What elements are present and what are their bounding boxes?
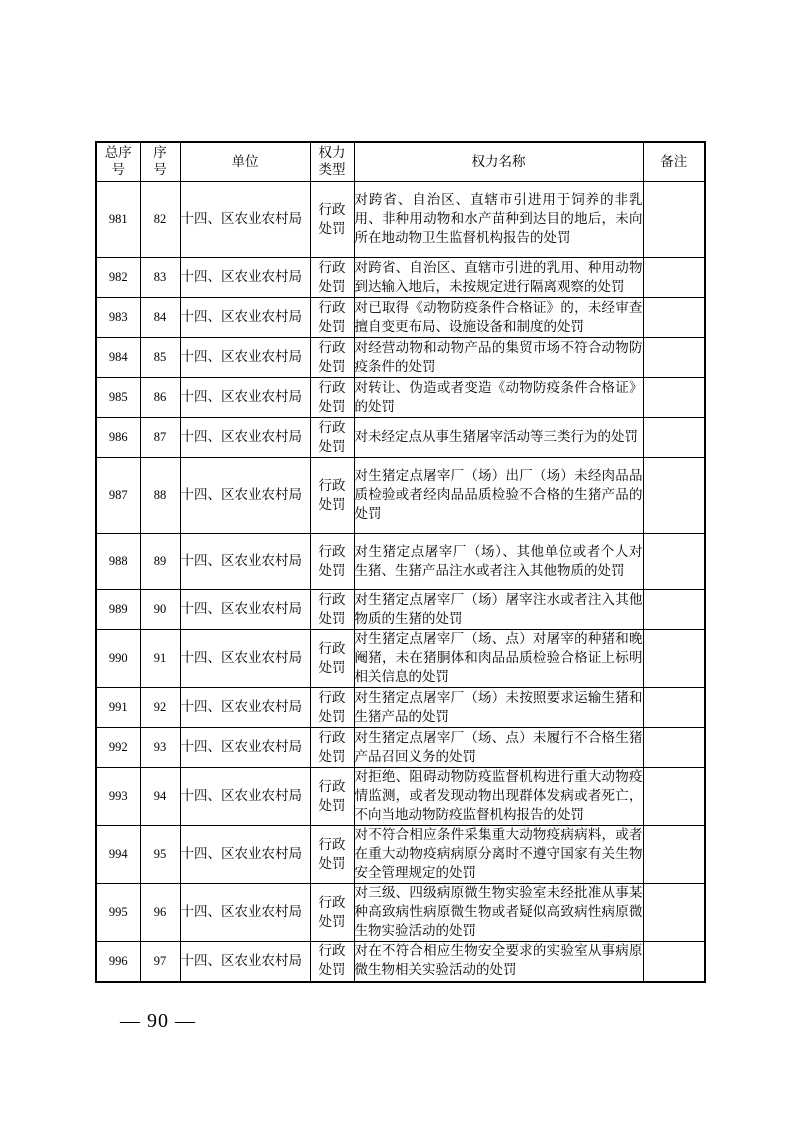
unit-cell: 十四、区农业农村局 bbox=[180, 590, 310, 630]
power-name-cell: 对跨省、自治区、直辖市引进用于饲养的非乳用、非种用动物和水产苗种到达目的地后，未向所在地动物卫生监督机构报告的处罚 bbox=[354, 182, 643, 258]
remark-cell bbox=[643, 458, 705, 534]
total-no-cell: 986 bbox=[96, 418, 140, 458]
power-type-cell: 行政处罚 bbox=[310, 728, 354, 768]
power-type-cell: 行政处罚 bbox=[310, 630, 354, 688]
seq-no-cell: 93 bbox=[140, 728, 180, 768]
table-row bbox=[96, 418, 705, 458]
remark-cell bbox=[643, 182, 705, 258]
remark-cell bbox=[643, 298, 705, 338]
seq-no-cell: 90 bbox=[140, 590, 180, 630]
power-type-cell: 行政处罚 bbox=[310, 688, 354, 728]
remark-cell bbox=[643, 768, 705, 826]
power-name-cell: 对转让、伪造或者变造《动物防疫条件合格证》的处罚 bbox=[354, 378, 643, 418]
power-name-cell: 对生猪定点屠宰厂（场）、其他单位或者个人对生猪、生猪产品注水或者注入其他物质的处罚 bbox=[354, 534, 643, 590]
total-no-cell: 991 bbox=[96, 688, 140, 728]
table-row bbox=[96, 688, 705, 728]
power-type-cell: 行政处罚 bbox=[310, 338, 354, 378]
unit-cell: 十四、区农业农村局 bbox=[180, 768, 310, 826]
table-row bbox=[96, 338, 705, 378]
total-no-cell: 985 bbox=[96, 378, 140, 418]
seq-no-cell: 85 bbox=[140, 338, 180, 378]
unit-cell: 十四、区农业农村局 bbox=[180, 534, 310, 590]
seq-no-cell: 95 bbox=[140, 826, 180, 884]
table-row bbox=[96, 458, 705, 534]
power-name-cell: 对三级、四级病原微生物实验室未经批准从事某种高致病性病原微生物或者疑似高致病性病原微生物实验活动的处罚 bbox=[354, 884, 643, 942]
power-name-cell: 对未经定点从事生猪屠宰活动等三类行为的处罚 bbox=[354, 418, 643, 458]
seq-no-cell: 86 bbox=[140, 378, 180, 418]
unit-cell: 十四、区农业农村局 bbox=[180, 378, 310, 418]
header-total-no: 总序号 bbox=[96, 142, 140, 182]
table-row bbox=[96, 378, 705, 418]
unit-cell: 十四、区农业农村局 bbox=[180, 338, 310, 378]
total-no-cell: 995 bbox=[96, 884, 140, 942]
power-type-cell: 行政处罚 bbox=[310, 182, 354, 258]
power-type-cell: 行政处罚 bbox=[310, 378, 354, 418]
unit-cell: 十四、区农业农村局 bbox=[180, 298, 310, 338]
power-type-cell: 行政处罚 bbox=[310, 768, 354, 826]
unit-cell: 十四、区农业农村局 bbox=[180, 630, 310, 688]
total-no-cell: 994 bbox=[96, 826, 140, 884]
unit-cell: 十四、区农业农村局 bbox=[180, 884, 310, 942]
total-no-cell: 983 bbox=[96, 298, 140, 338]
total-no-cell: 993 bbox=[96, 768, 140, 826]
unit-cell: 十四、区农业农村局 bbox=[180, 418, 310, 458]
table-row bbox=[96, 728, 705, 768]
remark-cell bbox=[643, 258, 705, 298]
unit-cell: 十四、区农业农村局 bbox=[180, 942, 310, 982]
table-row bbox=[96, 884, 705, 942]
total-no-cell: 987 bbox=[96, 458, 140, 534]
power-name-cell: 对生猪定点屠宰厂（场）出厂（场）未经肉品品质检验或者经肉品品质检验不合格的生猪产品的处罚 bbox=[354, 458, 643, 534]
power-name-cell: 对生猪定点屠宰厂（场、点）对屠宰的种猪和晚阉猪，未在猪胴体和肉品品质检验合格证上标明相关信息的处罚 bbox=[354, 630, 643, 688]
seq-no-cell: 92 bbox=[140, 688, 180, 728]
header-unit: 单位 bbox=[180, 142, 310, 182]
power-list-table bbox=[95, 141, 706, 983]
power-name-cell: 对生猪定点屠宰厂（场）未按照要求运输生猪和生猪产品的处罚 bbox=[354, 688, 643, 728]
table-row bbox=[96, 630, 705, 688]
header-remark: 备注 bbox=[643, 142, 705, 182]
seq-no-cell: 88 bbox=[140, 458, 180, 534]
unit-cell: 十四、区农业农村局 bbox=[180, 458, 310, 534]
table-header-row bbox=[96, 142, 705, 182]
table-row bbox=[96, 826, 705, 884]
unit-cell: 十四、区农业农村局 bbox=[180, 182, 310, 258]
unit-cell: 十四、区农业农村局 bbox=[180, 728, 310, 768]
seq-no-cell: 87 bbox=[140, 418, 180, 458]
header-power-name: 权力名称 bbox=[354, 142, 643, 182]
seq-no-cell: 94 bbox=[140, 768, 180, 826]
unit-cell: 十四、区农业农村局 bbox=[180, 688, 310, 728]
total-no-cell: 981 bbox=[96, 182, 140, 258]
table-row bbox=[96, 258, 705, 298]
remark-cell bbox=[643, 884, 705, 942]
power-name-cell: 对不符合相应条件采集重大动物疫病病料，或者在重大动物疫病病原分离时不遵守国家有关生物安全管理规定的处罚 bbox=[354, 826, 643, 884]
seq-no-cell: 82 bbox=[140, 182, 180, 258]
seq-no-cell: 96 bbox=[140, 884, 180, 942]
power-type-cell: 行政处罚 bbox=[310, 884, 354, 942]
remark-cell bbox=[643, 338, 705, 378]
power-name-cell: 对在不符合相应生物安全要求的实验室从事病原微生物相关实验活动的处罚 bbox=[354, 942, 643, 982]
total-no-cell: 982 bbox=[96, 258, 140, 298]
power-type-cell: 行政处罚 bbox=[310, 298, 354, 338]
seq-no-cell: 97 bbox=[140, 942, 180, 982]
power-type-cell: 行政处罚 bbox=[310, 534, 354, 590]
table-row bbox=[96, 590, 705, 630]
remark-cell bbox=[643, 826, 705, 884]
total-no-cell: 988 bbox=[96, 534, 140, 590]
power-type-cell: 行政处罚 bbox=[310, 258, 354, 298]
seq-no-cell: 89 bbox=[140, 534, 180, 590]
remark-cell bbox=[643, 418, 705, 458]
total-no-cell: 989 bbox=[96, 590, 140, 630]
seq-no-cell: 91 bbox=[140, 630, 180, 688]
unit-cell: 十四、区农业农村局 bbox=[180, 826, 310, 884]
seq-no-cell: 84 bbox=[140, 298, 180, 338]
remark-cell bbox=[643, 534, 705, 590]
table-row bbox=[96, 534, 705, 590]
power-name-cell: 对已取得《动物防疫条件合格证》的，未经审查擅自变更布局、设施设备和制度的处罚 bbox=[354, 298, 643, 338]
unit-cell: 十四、区农业农村局 bbox=[180, 258, 310, 298]
table-row bbox=[96, 182, 705, 258]
power-type-cell: 行政处罚 bbox=[310, 826, 354, 884]
page-number: — 90 — bbox=[120, 1010, 196, 1032]
total-no-cell: 990 bbox=[96, 630, 140, 688]
remark-cell bbox=[643, 728, 705, 768]
power-name-cell: 对跨省、自治区、直辖市引进的乳用、种用动物到达输入地后，未按规定进行隔离观察的处罚 bbox=[354, 258, 643, 298]
power-type-cell: 行政处罚 bbox=[310, 942, 354, 982]
remark-cell bbox=[643, 942, 705, 982]
header-seq-no: 序号 bbox=[140, 142, 180, 182]
remark-cell bbox=[643, 688, 705, 728]
table-row bbox=[96, 298, 705, 338]
remark-cell bbox=[643, 590, 705, 630]
total-no-cell: 992 bbox=[96, 728, 140, 768]
seq-no-cell: 83 bbox=[140, 258, 180, 298]
power-type-cell: 行政处罚 bbox=[310, 418, 354, 458]
remark-cell bbox=[643, 378, 705, 418]
total-no-cell: 996 bbox=[96, 942, 140, 982]
power-name-cell: 对生猪定点屠宰厂（场）屠宰注水或者注入其他物质的生猪的处罚 bbox=[354, 590, 643, 630]
table-row bbox=[96, 768, 705, 826]
power-name-cell: 对生猪定点屠宰厂（场、点）未履行不合格生猪产品召回义务的处罚 bbox=[354, 728, 643, 768]
power-name-cell: 对经营动物和动物产品的集贸市场不符合动物防疫条件的处罚 bbox=[354, 338, 643, 378]
remark-cell bbox=[643, 630, 705, 688]
total-no-cell: 984 bbox=[96, 338, 140, 378]
power-name-cell: 对拒绝、阻碍动物防疫监督机构进行重大动物疫情监测，或者发现动物出现群体发病或者死亡，不向当地动物防疫监督机构报告的处罚 bbox=[354, 768, 643, 826]
power-type-cell: 行政处罚 bbox=[310, 590, 354, 630]
power-type-cell: 行政处罚 bbox=[310, 458, 354, 534]
header-power-type: 权力类型 bbox=[310, 142, 354, 182]
table-row bbox=[96, 942, 705, 982]
